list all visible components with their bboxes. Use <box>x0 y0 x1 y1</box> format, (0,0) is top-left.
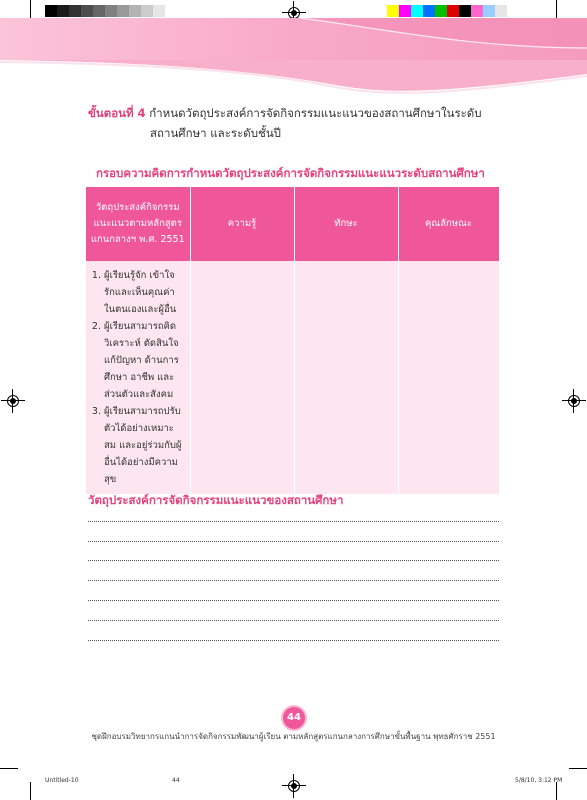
color-swatch <box>129 5 141 17</box>
header-objective: วัตถุประสงค์กิจกรรมแนะแนวตามหลักสูตรแกนกลางฯ พ.ศ. 2551 <box>86 187 190 261</box>
header-knowledge: ความรู้ <box>190 187 294 261</box>
crop-mark <box>30 0 31 18</box>
writing-line[interactable] <box>88 580 499 581</box>
color-swatch <box>81 5 93 17</box>
slug-date: 5/8/10, 3:12 PM <box>515 777 563 784</box>
header-character: คุณลักษณะ <box>398 187 499 261</box>
color-swatch <box>495 5 507 17</box>
color-swatch <box>483 5 495 17</box>
color-swatch <box>399 5 411 17</box>
writing-line[interactable] <box>88 620 499 621</box>
color-swatch <box>45 5 57 17</box>
registration-mark-icon <box>566 393 582 409</box>
color-swatch <box>93 5 105 17</box>
page-number-badge: 44 <box>283 707 305 729</box>
objective-item: 2. ผู้เรียนสามารถคิดวิเคราะห์ ตัดสินใจ แก้ปัญหา ด้านการศึกษา อาชีพ และส่วนตัวและสังคม <box>104 318 186 403</box>
color-swatch <box>507 5 519 17</box>
crop-mark <box>569 768 587 769</box>
color-swatch <box>165 5 177 17</box>
color-swatch <box>57 5 69 17</box>
writing-line[interactable] <box>88 541 499 542</box>
objectives-cell <box>86 261 190 494</box>
color-swatch <box>423 5 435 17</box>
color-swatch <box>387 5 399 17</box>
color-swatch <box>471 5 483 17</box>
crop-mark <box>30 782 31 800</box>
objective-item: 3. ผู้เรียนสามารถปรับตัวได้อย่างเหมาะสม และอยู่ร่วมกับผู้อื่นได้อย่างมีความสุข <box>104 403 186 488</box>
header-skill: ทักษะ <box>294 187 398 261</box>
crop-mark <box>0 768 18 769</box>
step-label: ขั้นตอนที่ 4 <box>88 106 146 120</box>
grayscale-color-bar <box>45 5 177 17</box>
writing-line[interactable] <box>88 560 499 561</box>
objectives-table <box>86 187 500 494</box>
crop-mark <box>556 782 557 800</box>
skill-cell[interactable] <box>294 261 398 494</box>
color-swatch <box>459 5 471 17</box>
footer-text: ชุดฝึกอบรมวิทยากรแกนนำการจัดกิจกรรมพัฒนาผู้เรียน ตามหลักสูตรแกนกลางการศึกษาขั้นพื้นฐาน พุทธศักราช 2551 <box>91 732 496 741</box>
color-swatch <box>141 5 153 17</box>
registration-mark-icon <box>5 393 21 409</box>
color-swatch <box>435 5 447 17</box>
writing-line[interactable] <box>88 521 499 522</box>
writing-line[interactable] <box>88 600 499 601</box>
step-text-line1: กำหนดวัตถุประสงค์การจัดกิจกรรมแนะแนวของสถานศึกษาในระดับ <box>149 106 482 120</box>
knowledge-cell[interactable] <box>190 261 294 494</box>
color-swatch <box>447 5 459 17</box>
step-text-line2: สถานศึกษา และระดับชั้นปี <box>150 126 281 140</box>
step-heading <box>88 103 482 143</box>
slug-page: 44 <box>172 777 180 784</box>
crop-mark <box>556 0 557 18</box>
registration-mark-icon <box>286 778 302 794</box>
objective-item: 1. ผู้เรียนรู้จัก เข้าใจ รักและเห็นคุณค่าในตนเองและผู้อื่น <box>104 267 186 318</box>
color-swatch <box>69 5 81 17</box>
character-cell[interactable] <box>398 261 499 494</box>
color-swatch <box>117 5 129 17</box>
writing-line[interactable] <box>88 640 499 641</box>
slug-file: Untitled-10 <box>45 777 79 784</box>
color-swatch <box>105 5 117 17</box>
frame-title: กรอบความคิดการกำหนดวัตถุประสงค์การจัดกิจกรรมแนะแนวระดับสถานศึกษา <box>96 166 485 180</box>
color-swatch <box>411 5 423 17</box>
color-swatch <box>153 5 165 17</box>
objective-section-title: วัตถุประสงค์การจัดกิจกรรมแนะแนวของสถานศึกษา <box>88 493 344 507</box>
process-color-bar <box>387 5 519 17</box>
decorative-header-wave <box>0 18 587 98</box>
